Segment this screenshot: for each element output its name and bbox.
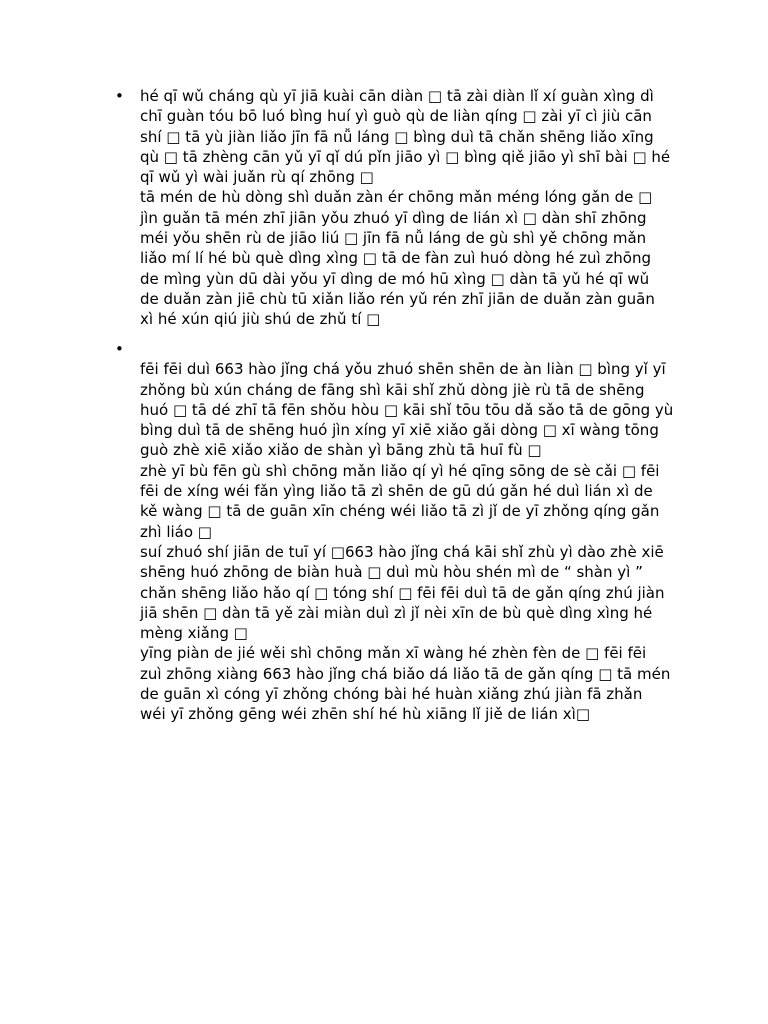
text-line: zuì zhōng xiàng 663 hào jǐng chá biǎo dá liǎo tā de gǎn qíng □ tā mén — [140, 664, 671, 683]
text-line: fēi de xíng wéi fǎn yìng liǎo tā zì shēn de gū dú gǎn hé duì lián xì de — [140, 482, 653, 501]
text-line: chǎn shēng liǎo hǎo qí □ tóng shí □ fēi fēi duì tā de gǎn qíng zhú jiàn — [140, 583, 665, 602]
bullet-marker: • — [115, 340, 124, 358]
list-item — [115, 86, 700, 330]
text-line: méi yǒu shēn rù de jiāo liú □ jīn fā nǚ láng de gù shì yě chōng mǎn — [140, 229, 647, 248]
text-line: qù □ tā zhèng cān yǔ yī qǐ dú pǐn jiāo yì □ bìng qiě jiāo yì shī bài □ hé — [140, 147, 671, 166]
bullet-marker: • — [115, 87, 124, 105]
text-line: mèng xiǎng □ — [140, 624, 248, 643]
text-line: xì hé xún qiú jiù shú de zhǔ tí □ — [140, 310, 381, 329]
text-line: guò zhè xiē xiǎo xiǎo de shàn yì bāng zhù tā huī fù □ — [140, 441, 542, 460]
text-line: yīng piàn de jié wěi shì chōng mǎn xī wàng hé zhèn fèn de □ fēi fēi — [140, 644, 647, 663]
list-item — [115, 339, 700, 725]
text-line: jìn guǎn tā mén zhī jiān yǒu zhuó yī dìng de lián xì □ dàn shī zhōng — [140, 208, 647, 227]
text-line: zhè yī bù fēn gù shì chōng mǎn liǎo qí yì hé qīng sōng de sè cǎi □ fēi — [140, 461, 660, 480]
text-line: qī wǔ yì wài juǎn rù qí zhōng □ — [140, 168, 374, 187]
text-line: shí □ tā yù jiàn liǎo jīn fā nǚ láng □ bìng duì tā chǎn shēng liǎo xīng — [140, 127, 654, 146]
text-line: suí zhuó shí jiān de tuī yí □663 hào jǐng chá kāi shǐ zhù yì dào zhè xiē — [140, 542, 664, 561]
text-line: bìng duì tā de shēng huó jìn xíng yī xiē xiǎo gǎi dòng □ xī wàng tōng — [140, 421, 659, 440]
text-line: zhǒng bù xún cháng de fāng shì kāi shǐ zhǔ dòng jiè rù tā de shēng — [140, 380, 645, 399]
text-line: hé qī wǔ cháng qù yī jiā kuài cān diàn □ tā zài diàn lǐ xí guàn xìng dì — [140, 87, 654, 105]
text-line: shēng huó zhōng de biàn huà □ duì mù hòu shén mì de “ shàn yì ” — [140, 563, 643, 582]
text-line: de mìng yùn dū dài yǒu yī dìng de mó hū xìng □ dàn tā yǔ hé qī wǔ — [140, 269, 650, 288]
text-line: de duǎn zàn jiē chù tū xiǎn liǎo rén yǔ rén zhī jiān de duǎn zàn guān — [140, 289, 655, 308]
text-line: fēi fēi duì 663 hào jǐng chá yǒu zhuó shēn shēn de àn liàn □ bìng yǐ yī — [140, 360, 666, 379]
text-line: liǎo mí lí hé bù què dìng xìng □ tā de fàn zuì huó dòng hé zuì zhōng — [140, 249, 651, 268]
text-line: wéi yī zhǒng gēng wéi zhēn shí hé hù xiāng lǐ jiě de lián xì□ — [140, 705, 591, 724]
text-line: tā mén de hù dòng shì duǎn zàn ér chōng mǎn méng lóng gǎn de □ — [140, 188, 653, 207]
text-line: chī guàn tóu bō luó bìng huí yì guò qù de liàn qíng □ zài yī cì jiù cān — [140, 107, 652, 126]
empty-line — [140, 339, 700, 359]
text-line: kě wàng □ tā de guān xīn chéng wéi liǎo tā zì jǐ de yī zhǒng qíng gǎn — [140, 502, 660, 521]
text-line: de guān xì cóng yī zhǒng chóng bài hé huàn xiǎng zhú jiàn fā zhǎn — [140, 685, 643, 704]
text-line: zhì liáo □ — [140, 522, 212, 541]
text-line: jiā shēn □ dàn tā yě zài miàn duì zì jǐ nèi xīn de bù què dìng xìng hé — [140, 603, 653, 622]
text-line: huó □ tā dé zhī tā fēn shǒu hòu □ kāi shǐ tōu tōu dǎ sǎo tā de gōng yù — [140, 400, 674, 419]
